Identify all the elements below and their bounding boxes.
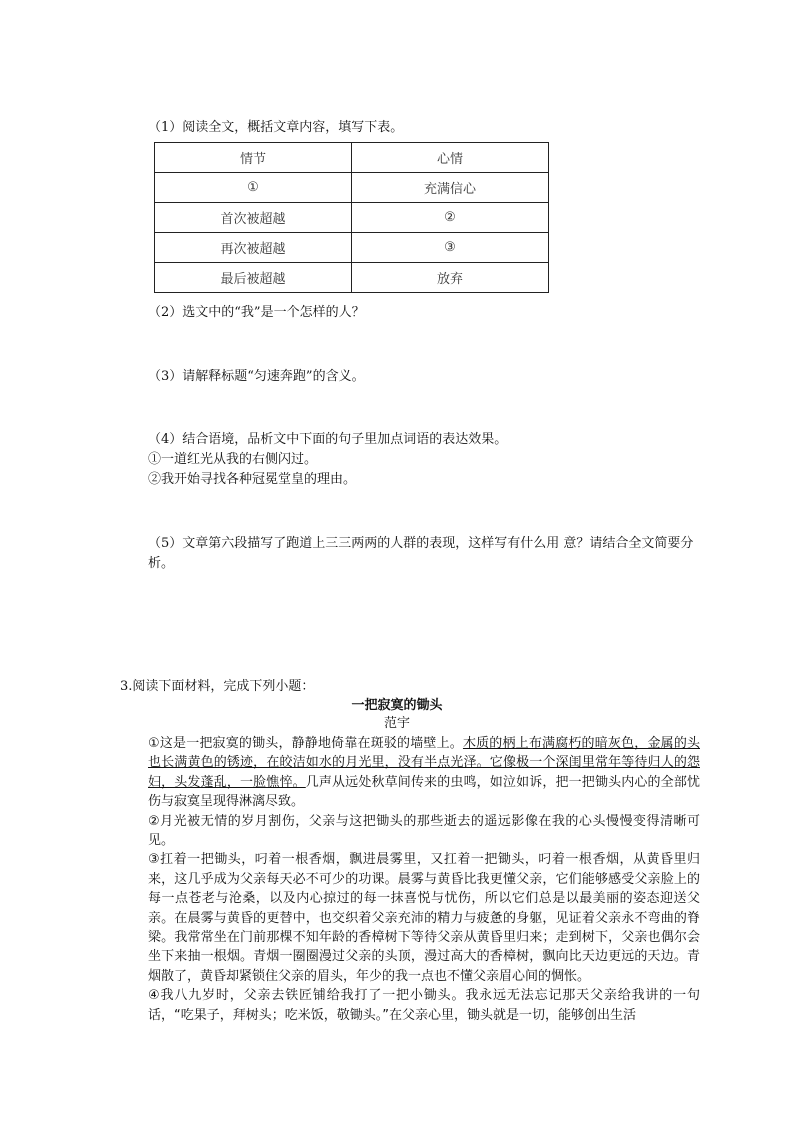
paragraph-1-text: ①这是一把寂寞的锄头，静静地倚靠在斑驳的墙壁上。 — [148, 736, 463, 751]
table-header-cell: 情节 — [155, 143, 352, 173]
table-cell: ② — [352, 203, 549, 233]
table-cell: 放弃 — [352, 263, 549, 293]
question-4-item-1: ①一道红光从我的右侧闪过。 — [148, 452, 318, 467]
table-cell: 再次被超越 — [155, 233, 352, 263]
table-row — [155, 263, 549, 293]
answer-table — [154, 142, 549, 293]
question-4-item-2: ②我开始寻找各种冠冕堂皇的理由。 — [148, 472, 357, 487]
question-5: （5）文章第六段描写了跑道上三三两两的人群的表现，这样写有什么用 意？请结合全文简要分析。 — [148, 536, 694, 571]
table-cell: ① — [155, 173, 352, 203]
passage-paragraph-1 — [148, 734, 700, 812]
passage-paragraph-2: ②月光被无情的岁月割伤，父亲与这把锄头的那些逝去的遥远影像在我的心头慢慢变得清晰可见。 — [148, 813, 700, 849]
table-cell: 充满信心 — [352, 173, 549, 203]
table-header-cell: 心情 — [352, 143, 549, 173]
table-header-row — [155, 143, 549, 173]
table-row — [155, 203, 549, 233]
table-cell: 最后被超越 — [155, 263, 352, 293]
paragraph-1-text-end: 几声从远处秋草间传来的虫鸣，如泣如诉，把一把锄头内心的全部忧伤与寂寞呈现得淋漓尽致。 — [148, 774, 700, 810]
passage-body — [148, 734, 700, 1025]
table-cell: ③ — [352, 233, 549, 263]
passage-paragraph-3: ③扛着一把锄头，叼着一根香烟，飘进晨雾里，又扛着一把锄头，叼着一根香烟，从黄昏里归来，这几乎成为父亲每天必不可少的功课。晨雾与黄昏比我更懂父亲，它们能够感受父亲脸上的每一点苍老与沧桑，以及内心掠过的每一抹喜悦与忧伤，所以它们总是以最美丽的姿态迎送父亲。在晨雾与黄昏的更替中，也交织着父亲充沛的精力与疲惫的身躯，见证着父亲永不弯曲的脊梁。我常常坐在门前那棵不知年龄的香樟树下等待父亲从黄昏里归来；走到树下，父亲也偶尔会坐下来抽一根烟。青烟一圈圈漫过父亲的头顶，漫过高大的香樟树，飘向比天边更远的天边。青烟散了，黄昏却紧锁住父亲的眉头，年少的我一点也不懂父亲眉心间的惆怅。 — [148, 852, 700, 984]
section-3-intro: 3.阅读下面材料，完成下列小题： — [120, 679, 315, 694]
question-3: （3）请解释标题“匀速奔跑”的含义。 — [148, 369, 365, 384]
passage-author: 范宇 — [383, 716, 410, 731]
question-1: （1）阅读全文，概括文章内容，填写下表。 — [148, 120, 404, 135]
passage-title: 一把寂寞的锄头 — [351, 698, 443, 713]
question-2: （2）选文中的“我”是一个怎样的人？ — [148, 305, 365, 320]
table-row — [155, 233, 549, 263]
paragraph-1-underlined: 木质的柄上布满腐朽的暗灰色，金属的头也长满黄色的锈迹，在皎洁如水的月光里，没有半点光泽。它像极一个深闺里常年等待归人的怨妇，头发蓬乱，一脸憔悴。 — [148, 736, 700, 790]
table-cell: 首次被超越 — [155, 203, 352, 233]
passage-paragraph-4: ④我八九岁时，父亲去铁匠铺给我打了一把小锄头。我永远无法忘记那天父亲给我讲的一句话，“吃果子，拜树头；吃米饭，敬锄头。”在父亲心里，锄头就是一切，能够创出生活 — [148, 988, 700, 1023]
table-row — [155, 173, 549, 203]
question-4: （4）结合语境，品析文中下面的句子里加点词语的表达效果。 — [148, 432, 508, 447]
